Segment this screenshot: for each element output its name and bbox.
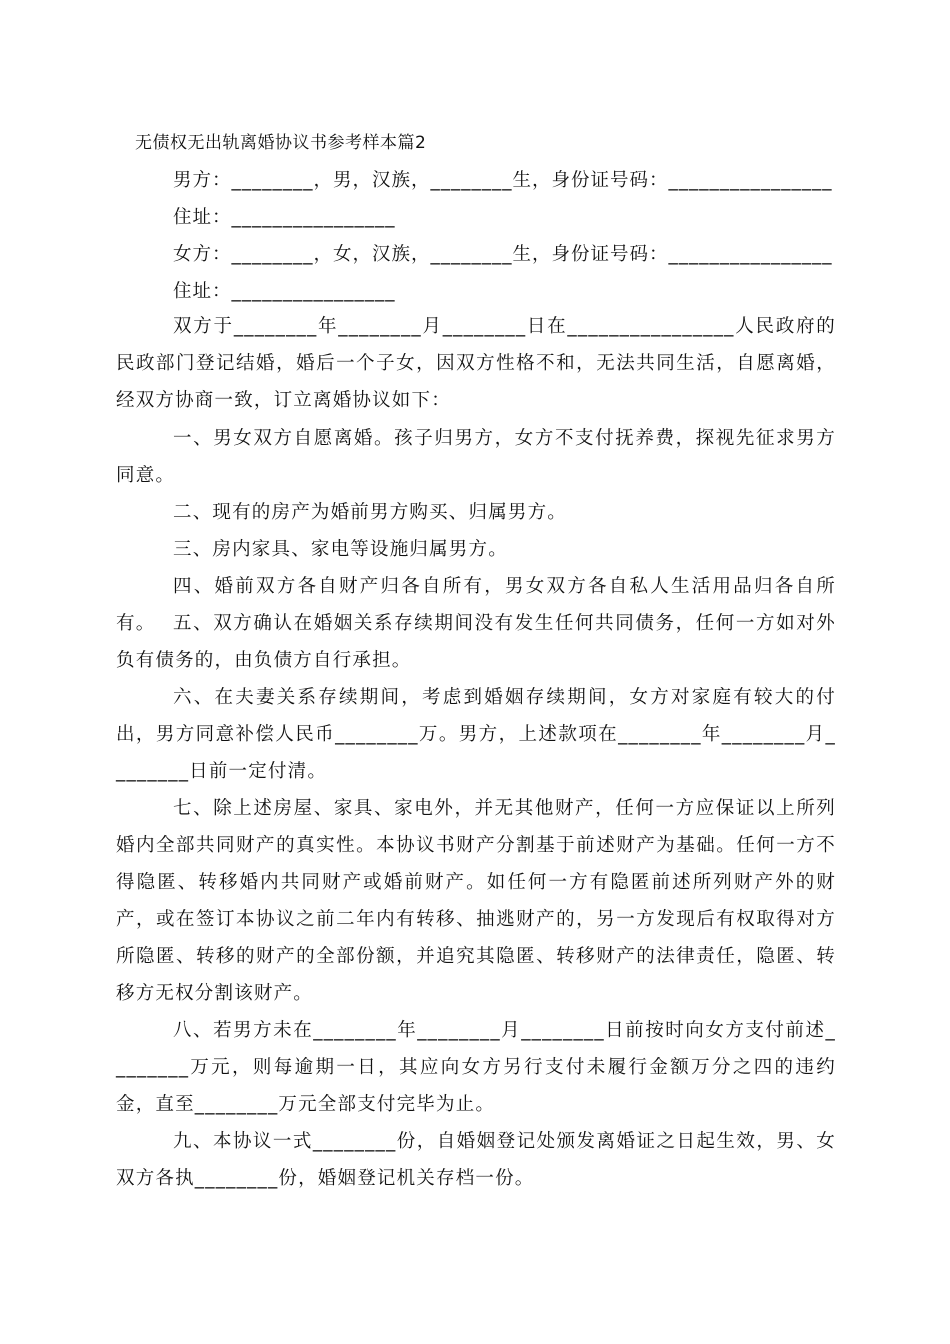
paragraph-clause-4: 四、婚前双方各自财产归各自所有，男女双方各自私人生活用品归各自所有。 — [116, 576, 836, 634]
paragraph-clause-5: 五、双方确认在婚姻关系存续期间没有发生任何共同债务，任何一方如对外负有债务的，由负债方自行承担。 — [116, 613, 836, 671]
paragraph-intro: 双方于________年________月________日在________________人民政府的民政部门登记结婚，婚后一个子女，因双方性格不和，无法共同生活，自愿离婚，经双方协商一致，订立离婚协议如下： — [116, 316, 836, 411]
paragraph-clause-9: 九、本协议一式________份，自婚姻登记处颁发离婚证之日起生效，男、女双方各执________份，婚姻登记机关存档一份。 — [116, 1131, 836, 1189]
paragraph-clause-2: 二、现有的房产为婚前男方购买、归属男方。 — [173, 502, 568, 523]
female-info-line: 女方：________，女，汉族，________生，身份证号码：________________ — [173, 244, 833, 265]
paragraph-clause-1: 一、男女双方自愿离婚。孩子归男方，女方不支付抚养费，探视先征求男方同意。 — [116, 428, 836, 486]
document-title: 无债权无出轨离婚协议书参考样本篇2 — [135, 133, 427, 153]
paragraph-clause-7: 七、除上述房屋、家具、家电外，并无其他财产，任何一方应保证以上所列婚内全部共同财产的真实性。本协议书财产分割基于前述财产为基础。任何一方不得隐匿、转移婚内共同财产或婚前财产。如任何一方有隐匿前述所列财产外的财产，或在签订本协议之前二年内有转移、抽逃财产的，另一方发现后有权取得对方所隐匿、转移的财产的全部份额，并追究其隐匿、转移财产的法律责任，隐匿、转移方无权分割该财产。 — [116, 798, 836, 1004]
paragraph-clause-6: 六、在夫妻关系存续期间，考虑到婚姻存续期间，女方对家庭有较大的付出，男方同意补偿人民币________万。男方，上述款项在________年________月________日前一定付清。 — [116, 687, 836, 782]
paragraph-clause-3: 三、房内家具、家电等设施归属男方。 — [173, 539, 508, 560]
male-info-line: 男方：________，男，汉族，________生，身份证号码：________________ — [173, 170, 833, 191]
paragraph-clause-8: 八、若男方未在________年________月________日前按时向女方支付前述________万元，则每逾期一日，其应向女方另行支付未履行金额万分之四的违约金，直至________万元全部支付完毕为止。 — [116, 1020, 836, 1115]
female-address-line: 住址：________________ — [173, 281, 396, 302]
male-address-line: 住址：________________ — [173, 207, 396, 228]
